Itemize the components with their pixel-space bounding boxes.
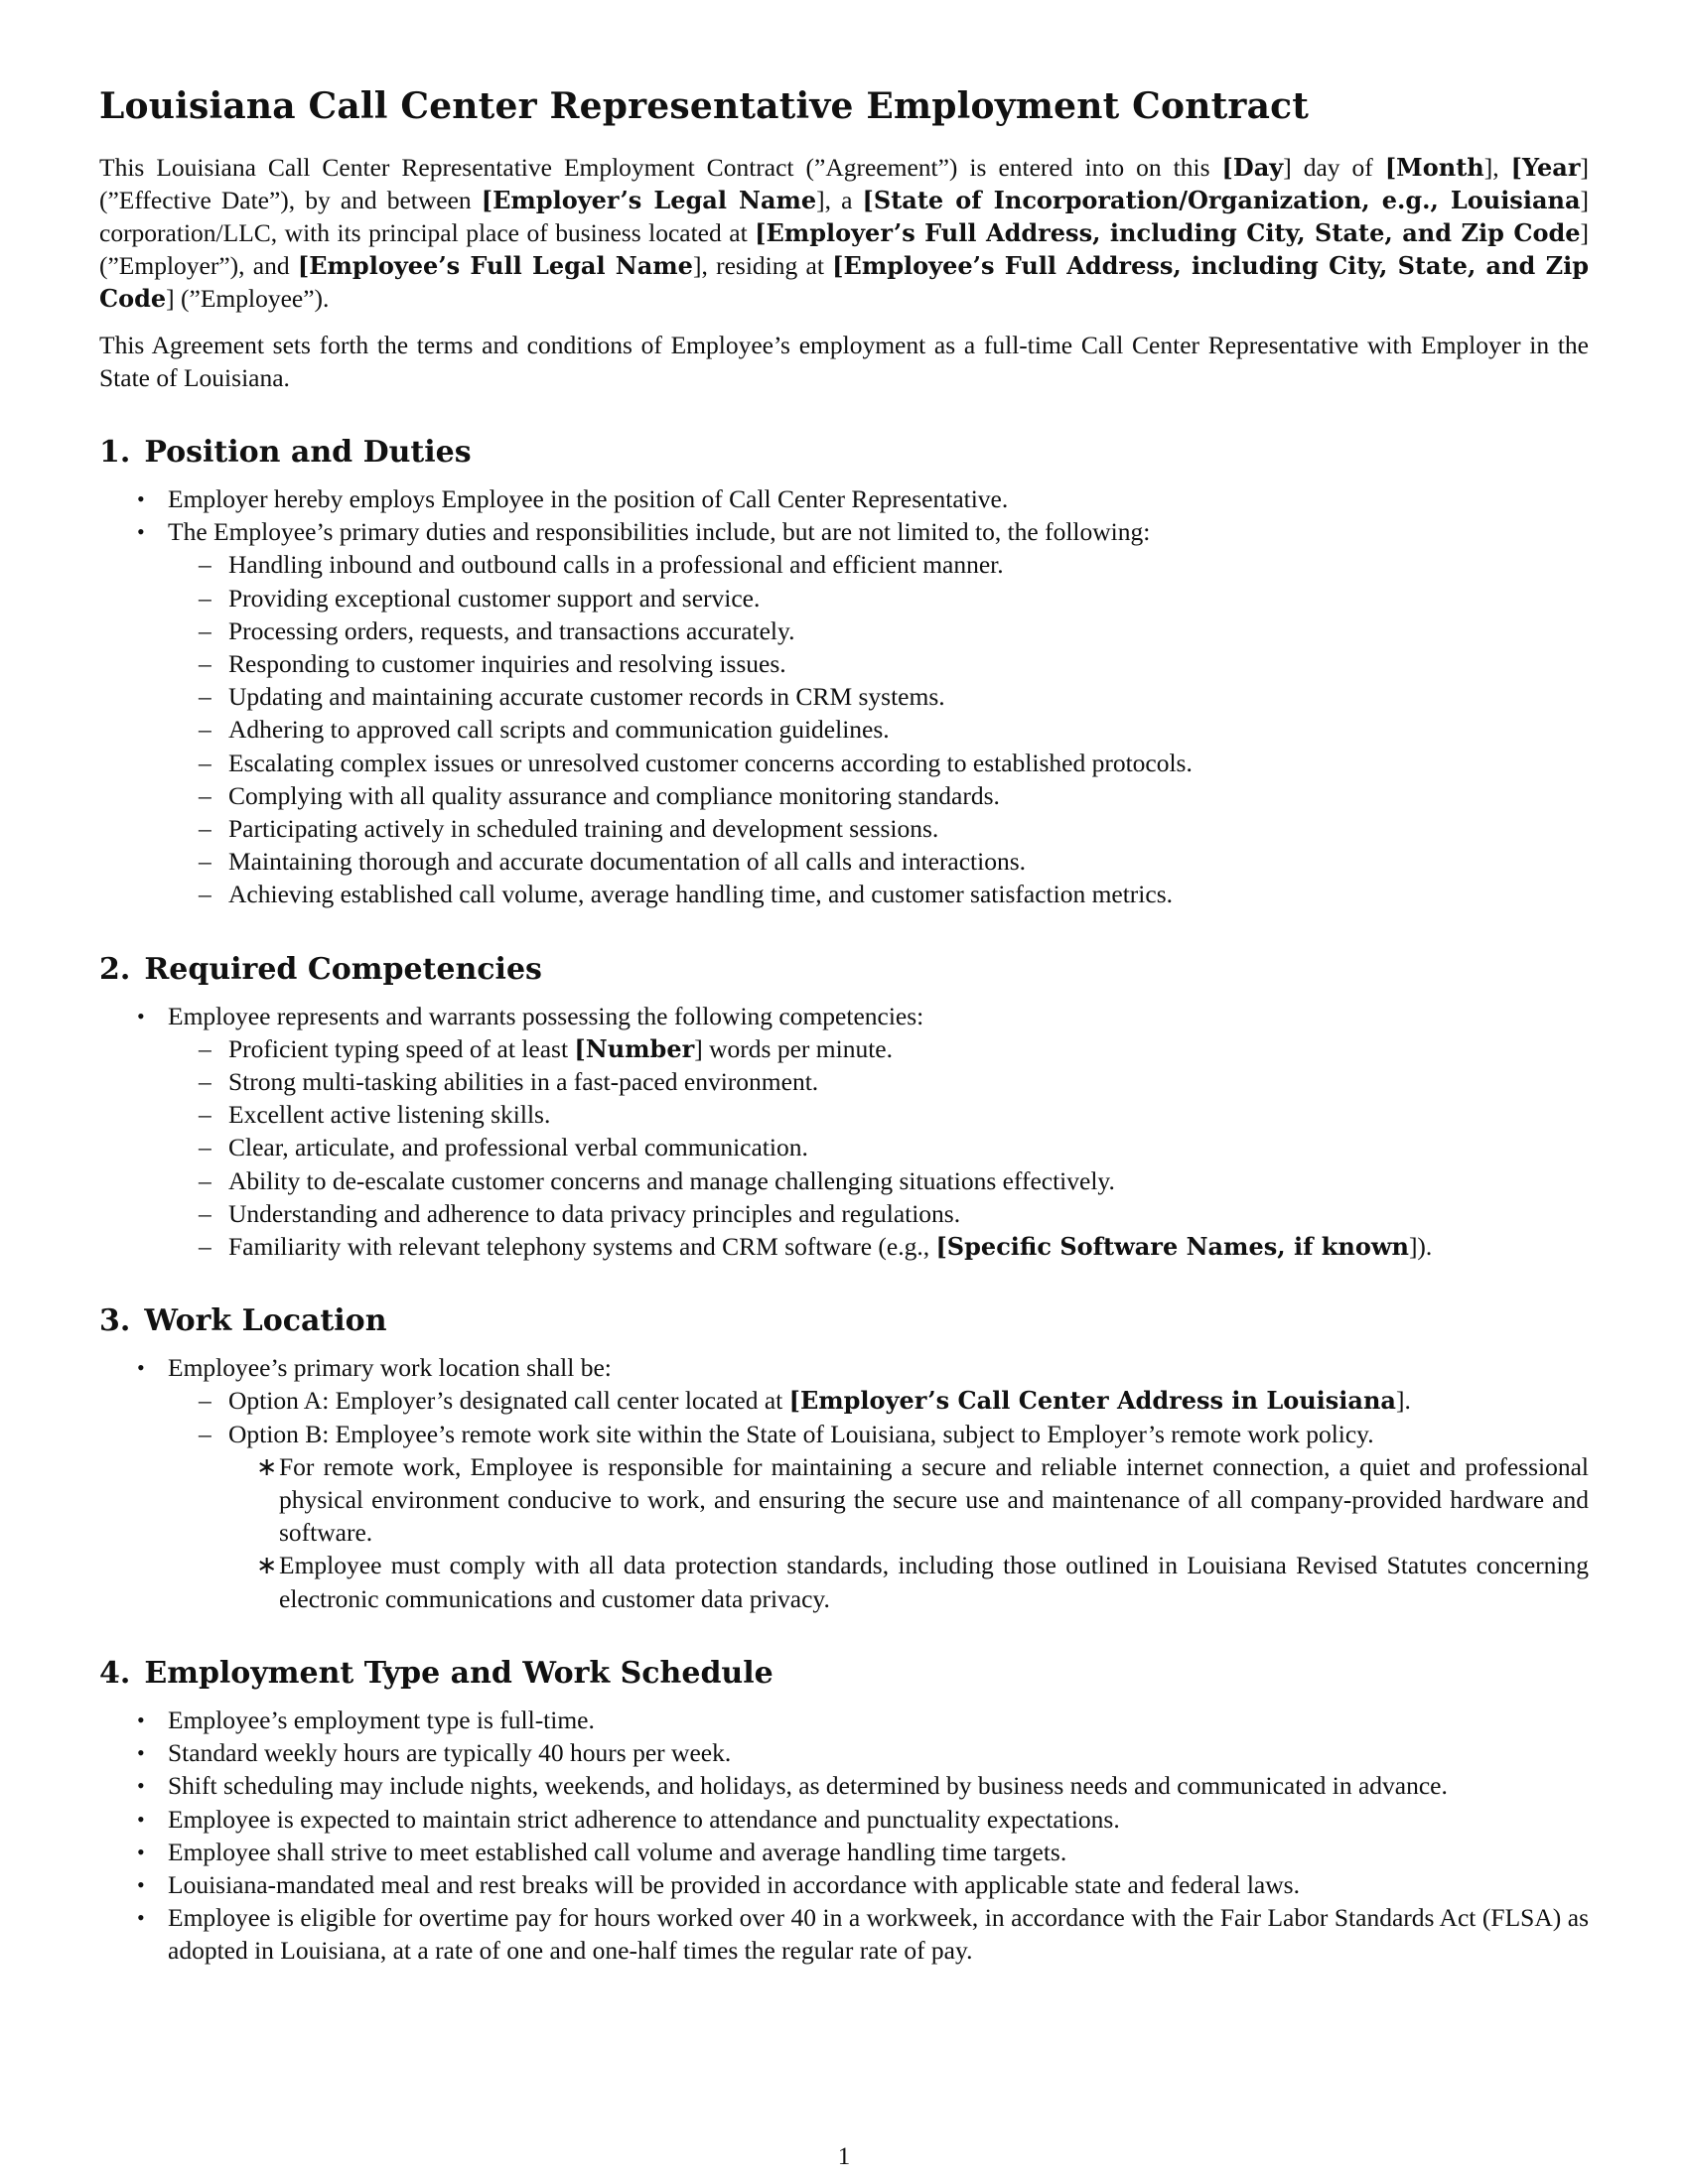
item-text [228, 680, 1589, 713]
text-run: ] (”Effective Date”), by and between [99, 153, 1589, 214]
bullet-marker: – [199, 1198, 211, 1228]
item-text [228, 614, 1589, 647]
text-run: Excellent active listening skills. [228, 1100, 551, 1130]
sub-list-item [168, 1164, 1589, 1197]
sub-list-item [168, 548, 1589, 581]
text-run: Achieving established call volume, average handling time, and customer satisfaction metrics. [228, 880, 1173, 909]
section-number: 4. [99, 1655, 131, 1691]
bullet-marker: • [137, 1003, 145, 1028]
item-text [228, 1384, 1589, 1417]
sub-list-item [168, 1230, 1589, 1263]
sub-list-item [168, 1098, 1589, 1131]
text-run: ], [1483, 153, 1511, 182]
item-text [228, 1065, 1589, 1098]
text-run: Option B: Employee’s remote work site within the State of Louisiana, subject to Employer’s remote work policy. [228, 1419, 1374, 1448]
placeholder-field: [Specific Software Names, if known [935, 1232, 1409, 1262]
list-item [99, 1836, 1589, 1868]
list-item [99, 1901, 1589, 1967]
text-run: Option A: Employer’s designated call center located at [228, 1386, 789, 1416]
text-run: For remote work, Employee is responsible for maintaining a secure and reliable internet connection, a quiet and professional physical environment conducive to work, and ensuring the secure use and maintenance of all company-provided hardware and software. [279, 1451, 1589, 1548]
bullet-marker: – [199, 780, 211, 810]
placeholder-field: [Employee’s Full Address, including City, State, and Zip Code [99, 251, 1589, 313]
bullet-list [99, 1351, 1589, 1615]
purpose-paragraph: This Agreement sets forth the terms and conditions of Employee’s employment as a full-time Call Center Representative with Employer in the State of Louisiana. [99, 331, 1589, 392]
section-title: Position and Duties [144, 435, 472, 470]
nested-list [168, 1384, 1589, 1614]
text-run: ] corporation/LLC, with its principal place of business located at [99, 186, 1589, 247]
section-number: 1. [99, 435, 131, 470]
sub-list-item [168, 1032, 1589, 1065]
item-text [168, 1704, 1589, 1736]
section-heading [99, 1655, 1589, 1693]
placeholder-field: [Number [574, 1033, 695, 1063]
section-title: Employment Type and Work Schedule [144, 1655, 774, 1691]
text-run: The Employee’s primary duties and responsibilities include, but are not limited to, the following: [168, 517, 1151, 547]
text-run: Processing orders, requests, and transactions accurately. [228, 615, 795, 645]
placeholder-field: [Employer’s Full Address, including City, State, and Zip Code [755, 218, 1581, 247]
list-item [99, 1868, 1589, 1901]
text-run: Ability to de-escalate customer concerns and manage challenging situations effectively. [228, 1165, 1115, 1195]
bullet-marker: – [199, 1419, 211, 1448]
item-text [168, 1769, 1589, 1802]
section-number: 3. [99, 1303, 131, 1339]
item-text [228, 1418, 1589, 1450]
placeholder-field: [Employer’s Call Center Address in Louisiana [788, 1386, 1396, 1416]
text-run: Shift scheduling may include nights, weekends, and holidays, as determined by business needs and communicated in advance. [168, 1771, 1448, 1801]
sub-list-item [168, 1197, 1589, 1230]
bullet-marker: • [137, 1773, 145, 1799]
item-text [168, 1736, 1589, 1769]
bullet-list [99, 482, 1589, 911]
item-text [168, 1351, 1589, 1384]
text-run: Familiarity with relevant telephony systems and CRM software (e.g., [228, 1232, 936, 1262]
text-run: Updating and maintaining accurate customer records in CRM systems. [228, 682, 945, 712]
item-text [168, 1803, 1589, 1836]
bullet-marker: • [137, 1905, 145, 1931]
sub-list-item [168, 680, 1589, 713]
sub-list-item [168, 1384, 1589, 1417]
text-run: Understanding and adherence to data privacy principles and regulations. [228, 1198, 961, 1228]
text-run: Employee’s employment type is full-time. [168, 1705, 595, 1734]
bullet-marker: – [199, 1033, 211, 1063]
placeholder-field: [Employee’s Full Legal Name [297, 251, 693, 280]
bullet-marker: • [137, 1740, 145, 1766]
nested-list [228, 1450, 1589, 1615]
item-text [228, 747, 1589, 779]
bullet-marker: • [137, 519, 145, 545]
sub-list-item [168, 1065, 1589, 1098]
section [99, 1302, 1589, 1615]
bullet-marker: – [199, 1100, 211, 1130]
section-heading [99, 951, 1589, 989]
bullet-marker: – [199, 1067, 211, 1097]
text-run: ] words per minute. [694, 1033, 893, 1063]
list-item [99, 1351, 1589, 1615]
item-text [228, 1164, 1589, 1197]
text-run: Employee’s primary work location shall be: [168, 1353, 612, 1383]
list-item [99, 482, 1589, 515]
item-text [228, 647, 1589, 680]
text-run: Employer hereby employs Employee in the position of Call Center Representative. [168, 484, 1009, 513]
bullet-marker: • [137, 1871, 145, 1897]
sections-container [99, 434, 1589, 1968]
section [99, 951, 1589, 1264]
text-run: ], residing at [692, 251, 833, 280]
bullet-marker: – [199, 715, 211, 745]
item-text [228, 1197, 1589, 1230]
text-run: Handling inbound and outbound calls in a professional and efficient manner. [228, 550, 1004, 580]
text-run: ] (”Employer”), and [99, 218, 1590, 280]
item-text [228, 582, 1589, 614]
sub-list-item [168, 1418, 1589, 1615]
sub-list-item [168, 713, 1589, 746]
item-text [279, 1549, 1589, 1614]
bullet-marker: – [199, 1133, 211, 1162]
item-text [228, 878, 1589, 910]
item-text [228, 1131, 1589, 1163]
bullet-marker: – [199, 880, 211, 909]
section-number: 2. [99, 951, 131, 987]
placeholder-field: [Employer’s Legal Name [481, 186, 817, 214]
placeholder-field: [State of Incorporation/Organization, e.g., Louisiana [862, 186, 1581, 214]
bullet-marker: – [199, 682, 211, 712]
section [99, 434, 1589, 911]
bullet-marker: • [137, 1355, 145, 1381]
sub-list-item [168, 747, 1589, 779]
text-run: Escalating complex issues or unresolved customer concerns according to established protocols. [228, 748, 1193, 777]
list-item [99, 1803, 1589, 1836]
text-run: Participating actively in scheduled training and development sessions. [228, 814, 939, 844]
nested-list [168, 548, 1589, 910]
bullet-marker: – [199, 649, 211, 679]
item-text [279, 1450, 1589, 1550]
placeholder-field: [Month [1384, 153, 1484, 182]
text-run: Maintaining thorough and accurate documentation of all calls and interactions. [228, 847, 1026, 877]
bullet-marker: – [199, 550, 211, 580]
item-text [228, 845, 1589, 878]
text-run: ]). [1408, 1232, 1433, 1262]
nested-list [168, 1032, 1589, 1263]
list-item [99, 515, 1589, 910]
sub-list-item [168, 647, 1589, 680]
text-run: ]. [1395, 1386, 1411, 1416]
item-text [228, 812, 1589, 845]
sub-list-item [168, 614, 1589, 647]
section-title: Required Competencies [144, 951, 542, 987]
sub-sub-list-item [228, 1549, 1589, 1614]
section-heading [99, 1302, 1589, 1340]
section-title: Work Location [144, 1303, 387, 1339]
section [99, 1655, 1589, 1968]
item-text [228, 779, 1589, 812]
item-text [168, 1836, 1589, 1868]
bullet-marker: • [137, 486, 145, 511]
text-run: Employee represents and warrants possessing the following competencies: [168, 1001, 924, 1030]
item-text [228, 1098, 1589, 1131]
item-text [168, 1000, 1589, 1032]
sub-sub-list-item [228, 1450, 1589, 1550]
bullet-marker: ∗ [256, 1451, 278, 1481]
text-run: This Louisiana Call Center Representative Employment Contract (”Agreement”) is entered into on this [99, 153, 1222, 182]
intro-paragraph [99, 151, 1589, 315]
item-text [168, 1868, 1589, 1901]
list-item [99, 1736, 1589, 1769]
item-text [228, 548, 1589, 581]
item-text [168, 1901, 1589, 1967]
text-run: Louisiana-mandated meal and rest breaks will be provided in accordance with applicable state and federal laws. [168, 1869, 1300, 1899]
section-heading [99, 434, 1589, 472]
bullet-marker: – [199, 814, 211, 844]
text-run: Responding to customer inquiries and resolving issues. [228, 649, 786, 679]
bullet-list [99, 1704, 1589, 1968]
bullet-marker: – [199, 1165, 211, 1195]
bullet-list [99, 1000, 1589, 1264]
text-run: Employee is eligible for overtime pay for hours worked over 40 in a workweek, in accordance with the Fair Labor Standards Act (FLSA) as adopted in Louisiana, at a rate of one and one-half times the regular rate of pay. [168, 1903, 1589, 1966]
text-run: Employee must comply with all data protection standards, including those outlined in Louisiana Revised Statutes concerning electronic communications and customer data privacy. [279, 1551, 1589, 1613]
list-item [99, 1000, 1589, 1264]
page-number: 1 [837, 2143, 851, 2170]
bullet-marker: – [199, 1386, 211, 1416]
text-run: Adhering to approved call scripts and communication guidelines. [228, 715, 890, 745]
text-run: Employee is expected to maintain strict adherence to attendance and punctuality expectations. [168, 1804, 1120, 1834]
bullet-marker: • [137, 1706, 145, 1732]
item-text [228, 1230, 1589, 1263]
text-run: Standard weekly hours are typically 40 hours per week. [168, 1738, 732, 1768]
sub-list-item [168, 812, 1589, 845]
text-run: Clear, articulate, and professional verbal communication. [228, 1133, 808, 1162]
bullet-marker: • [137, 1806, 145, 1832]
bullet-marker: – [199, 1232, 211, 1262]
list-item [99, 1704, 1589, 1736]
sub-list-item [168, 582, 1589, 614]
sub-list-item [168, 779, 1589, 812]
sub-list-item [168, 1131, 1589, 1163]
text-run: ] (”Employee”). [166, 284, 330, 313]
text-run: Strong multi-tasking abilities in a fast-paced environment. [228, 1067, 819, 1097]
bullet-marker: ∗ [256, 1551, 278, 1580]
bullet-marker: – [199, 583, 211, 613]
document-page [99, 83, 1589, 1968]
document-title: Louisiana Call Center Representative Employment Contract [99, 85, 1310, 127]
sub-list-item [168, 878, 1589, 910]
placeholder-field: [Year [1510, 153, 1581, 182]
text-run: ], a [816, 186, 863, 214]
item-text [168, 515, 1589, 548]
item-text [228, 1032, 1589, 1065]
text-run: Providing exceptional customer support and service. [228, 583, 761, 613]
sub-list-item [168, 845, 1589, 878]
text-run: Proficient typing speed of at least [228, 1033, 575, 1063]
item-text [168, 482, 1589, 515]
text-run: Employee shall strive to meet established call volume and average handling time targets. [168, 1837, 1067, 1866]
bullet-marker: – [199, 748, 211, 777]
placeholder-field: [Day [1221, 153, 1284, 182]
bullet-marker: – [199, 615, 211, 645]
text-run: Complying with all quality assurance and compliance monitoring standards. [228, 780, 1000, 810]
bullet-marker: • [137, 1839, 145, 1864]
item-text [228, 713, 1589, 746]
text-run: ] day of [1283, 153, 1385, 182]
bullet-marker: – [199, 847, 211, 877]
list-item [99, 1769, 1589, 1802]
